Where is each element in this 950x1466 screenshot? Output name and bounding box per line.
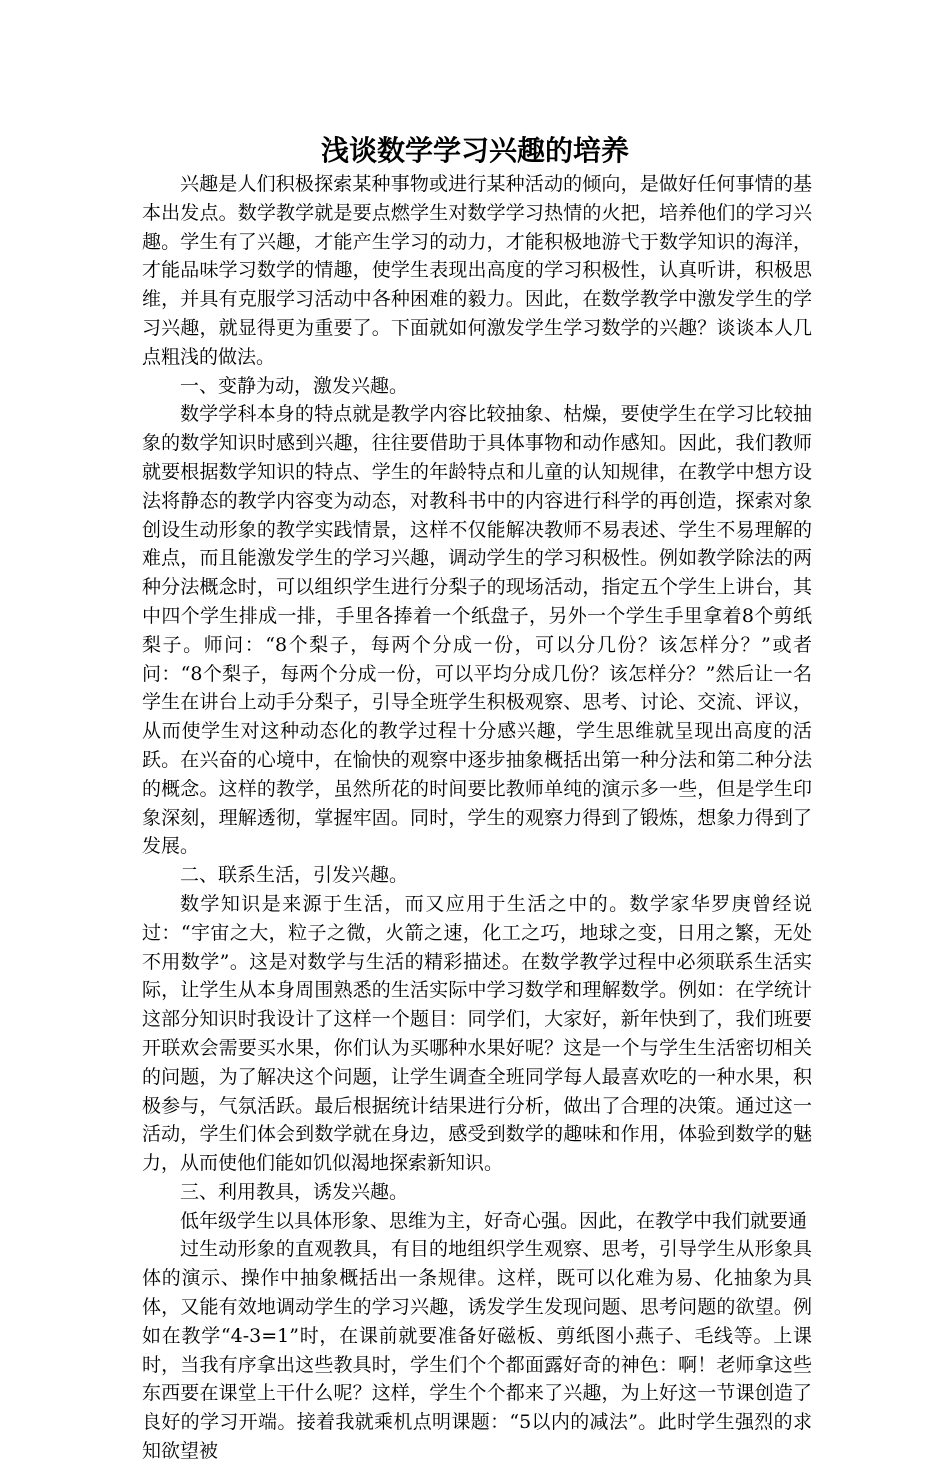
section-3-paragraph-continued: 过生动形象的直观教具，有目的地组织学生观察、思考，引导学生从形象具体的演示、操作中抽象概括出一条规律。这样，既可以化难为易、化抽象为具体，又能有效地调动学生的学习兴趣，诱发学生发现问题、思考问题的欲望。例如在教学“4-3=1”时，在课前就要准备好磁板、剪纸图小燕子、毛线等。上课时，当我有序拿出这些教具时，学生们个个都面露好奇的神色：啊！老师拿这些东西要在课堂上干什么呢？这样，学生个个都来了兴趣，为上好这一节课创造了良好的学习开端。接着我就乘机点明课题：“5以内的减法”。此时学生强烈的求知欲望被 — [142, 1238, 812, 1463]
section-heading-2: 二、联系生活，引发兴趣。 — [180, 864, 409, 887]
section-1-paragraph: 数学学科本身的特点就是教学内容比较抽象、枯燥，要使学生在学习比较抽象的数学知识时感到兴趣，往往要借助于具体事物和动作感知。因此，我们教师就要根据数学知识的特点、学生的年龄特点和儿童的认知规律，在教学中想方设法将静态的教学内容变为动态，对教科书中的内容进行科学的再创造，探索对象创设生动形象的教学实践情景，这样不仅能解决教师不易表述、学生不易理解的难点，而且能激发学生的学习兴趣，调动学生的学习积极性。例如教学除法的两种分法概念时，可以组织学生进行分梨子的现场活动，指定五个学生上讲台，其中四个学生排成一排，手里各捧着一个纸盘子，另外一个学生手里拿着8个剪纸梨子。师问：“8个梨子，每两个分成一份，可以分几份？该怎样分？”或者问：“8个梨子，每两个分成一份，可以平均分成几份？该怎样分？”然后让一名学生在讲台上动手分梨子，引导全班学生积极观察、思考、讨论、交流、评议，从而使学生对这种动态化的教学过程十分感兴趣，学生思维就呈现出高度的活跃。在兴奋的心境中，在愉快的观察中逐步抽象概括出第一种分法和第二种分法的概念。这样的教学，虽然所花的时间要比教师单纯的演示多一些，但是学生印象深刻，理解透彻，掌握牢固。同时，学生的观察力得到了锻炼，想象力得到了发展。 — [142, 403, 812, 858]
section-heading-3: 三、利用教具，诱发兴趣。 — [180, 1180, 409, 1203]
intro-paragraph: 兴趣是人们积极探索某种事物或进行某种活动的倾向，是做好任何事情的基本出发点。数学教学就是要点燃学生对数学学习热情的火把，培养他们的学习兴趣。学生有了兴趣，才能产生学习的动力，才能积极地游弋于数学知识的海洋，才能品味学习数学的情趣，使学生表现出高度的学习积极性，认真听讲，积极思维，并具有克服学习活动中各种困难的毅力。因此，在数学教学中激发学生的学习兴趣，就显得更为重要了。下面就如何激发学生学习数学的兴趣？谈谈本人几点粗浅的做法。 — [142, 173, 812, 368]
section-heading-1: 一、变静为动，激发兴趣。 — [180, 374, 409, 397]
section-2-paragraph: 数学知识是来源于生活，而又应用于生活之中的。数学家华罗庚曾经说过：“宇宙之大，粒子之微，火箭之速，化工之巧，地球之变，日用之繁，无处不用数学”。这是对数学与生活的精彩描述。在数学教学过程中必须联系生活实际，让学生从本身周围熟悉的生活实际中学习数学和理解数学。例如：在学统计这部分知识时我设计了这样一个题目：同学们，大家好，新年快到了，我们班要开联欢会需要买水果，你们认为买哪种水果好呢？这是一个与学生生活密切相关的问题，为了解决这个问题，让学生调查全班同学每人最喜欢吃的一种水果，积极参与，气氛活跃。最后根据统计结果进行分析，做出了合理的决策。通过这一活动，学生们体会到数学就在身边，感受到数学的趣味和作用，体验到数学的魅力，从而使他们能如饥似渴地探索新知识。 — [142, 892, 812, 1175]
document-title: 浅谈数学学习兴趣的培养 — [320, 134, 629, 167]
section-3-paragraph-start: 低年级学生以具体形象、思维为主，好奇心强。因此，在教学中我们就要通 — [180, 1209, 808, 1232]
document-body — [142, 170, 812, 1466]
